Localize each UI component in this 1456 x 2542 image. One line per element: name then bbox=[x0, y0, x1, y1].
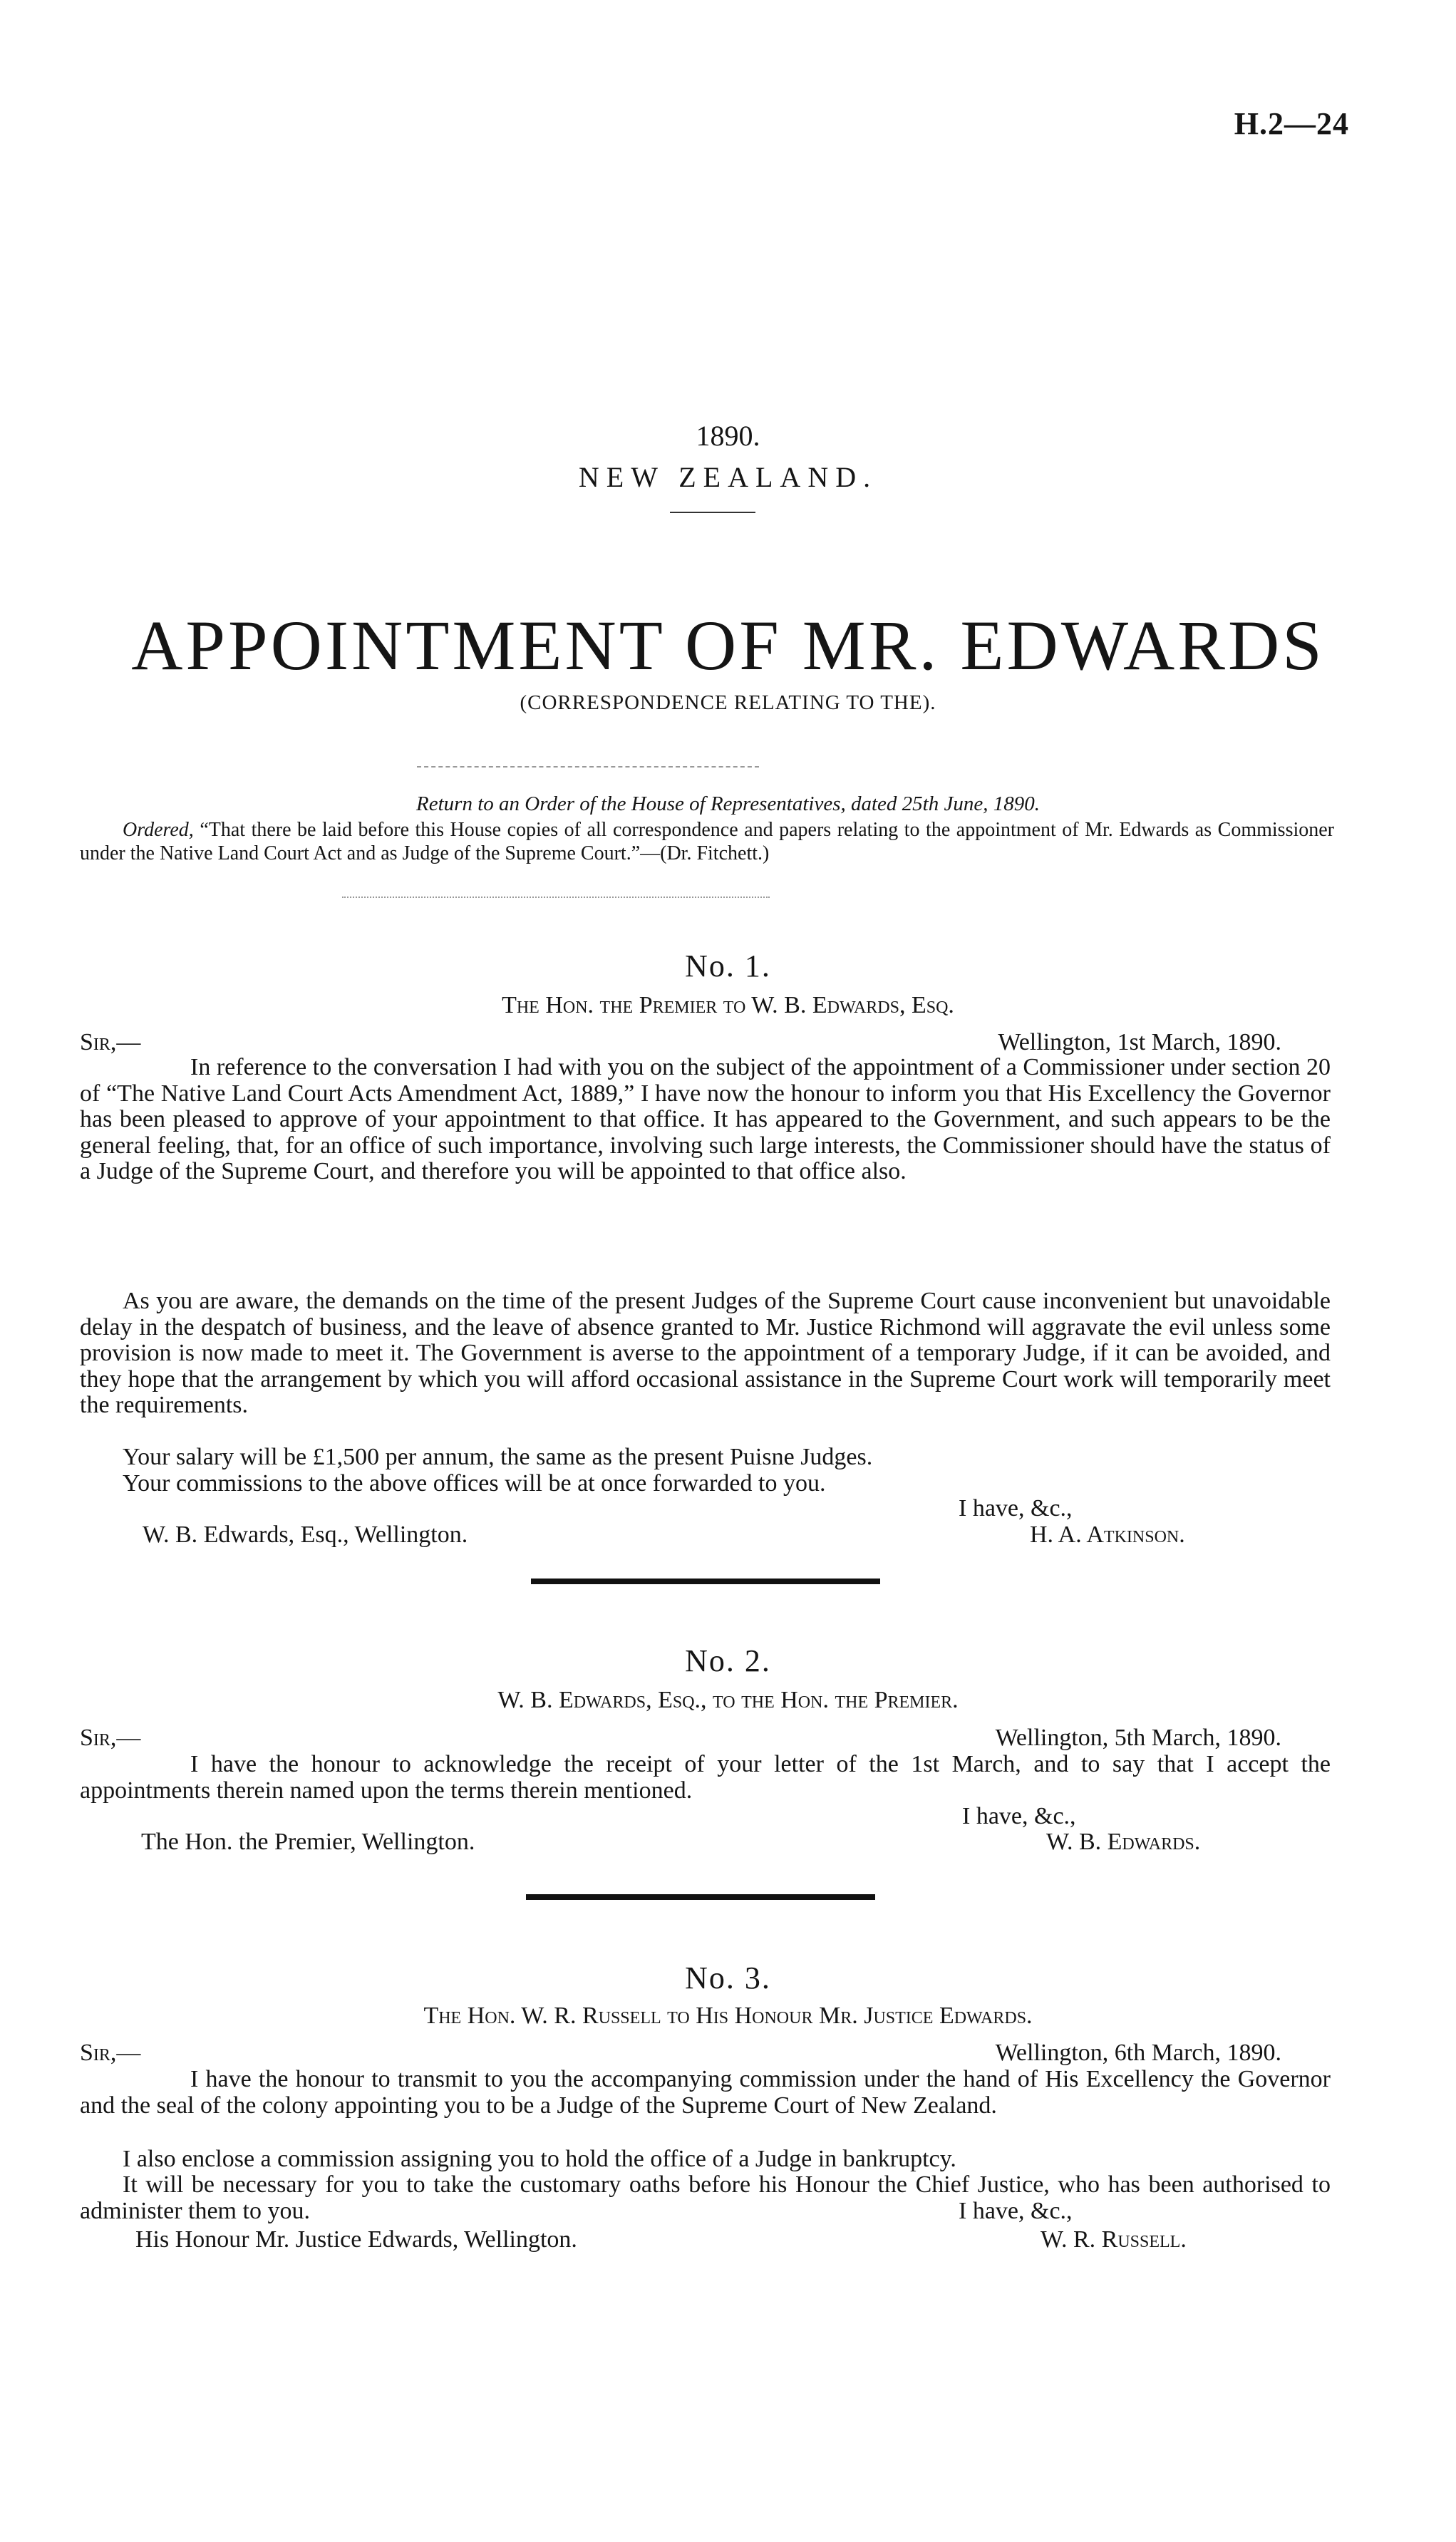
letter-2-addressee: The Hon. the Premier, Wellington. bbox=[141, 1829, 475, 1855]
letter-3-dateline: Wellington, 6th March, 1890. bbox=[995, 2040, 1281, 2066]
letter-3-addressee: His Honour Mr. Justice Edwards, Wellington. bbox=[135, 2226, 577, 2253]
document-title: APPOINTMENT OF MR. EDWARDS bbox=[131, 606, 1325, 685]
ordered-label: Ordered, bbox=[123, 819, 194, 841]
document-subtitle: (CORRESPONDENCE RELATING TO THE). bbox=[520, 691, 936, 714]
order-divider bbox=[342, 897, 770, 898]
page-reference: H.2—24 bbox=[1234, 106, 1349, 141]
letter-2-heading: W. B. Edwards, Esq., to the Hon. the Premier. bbox=[497, 1687, 959, 1713]
letter-3-paragraph-1: I have the honour to transmit to you the accompanying commission under the hand of His Excellency the Governor and the seal of the colony appointing you to be a Judge of the Supreme Court of New Zealand. bbox=[80, 2066, 1331, 2119]
letter-3-paragraph-3: It will be necessary for you to take the customary oaths before his Honour the Chief Justice, who has been authorised to administer them to you. bbox=[80, 2171, 1331, 2224]
letter-3-paragraph-2: I also enclose a commission assigning you to hold the office of a Judge in bankruptcy. bbox=[123, 2146, 956, 2172]
letter-1-paragraph-3: Your salary will be £1,500 per annum, the same as the present Puisne Judges. bbox=[123, 1444, 873, 1470]
letter-2-closing: I have, &c., bbox=[962, 1803, 1076, 1829]
letter-1-heading: The Hon. the Premier to W. B. Edwards, Esq. bbox=[502, 992, 954, 1018]
letter-2-divider bbox=[526, 1894, 875, 1900]
letter-1-paragraph-4: Your commissions to the above offices will be at once forwarded to you. bbox=[123, 1470, 826, 1497]
document-year: 1890. bbox=[696, 420, 760, 452]
letter-2-paragraph-1: I have the honour to acknowledge the receipt of your letter of the 1st March, and to say that I accept the appointments therein named upon the terms therein mentioned. bbox=[80, 1751, 1331, 1804]
letter-3-heading: The Hon. W. R. Russell to His Honour Mr. Justice Edwards. bbox=[423, 2003, 1033, 2029]
letter-2-signature: W. B. Edwards. bbox=[1046, 1829, 1201, 1855]
letter-1-paragraph-1: In reference to the conversation I had with you on the subject of the appointment of a Commissioner under section 20 of “The Native Land Court Acts Amendment Act, 1889,” I have now the honour to inform you that His Excellency the Governor has been pleased to approve of your appointment to that office. It has appeared to the Government, and such appears to be the general feeling, that, for an office of such importance, involving such large interests, the Commissioner should have the status of a Judge of the Supreme Court, and therefore you will be appointed to that office also. bbox=[80, 1054, 1331, 1184]
letter-1-closing: I have, &c., bbox=[959, 1495, 1073, 1521]
ordered-text: “That there be laid before this House copies of all correspondence and papers relating to the appointment of Mr. Edwards as Commissioner under the Native Land Court Act and as Judge of the Supreme Court.”—(Dr. Fitchett.) bbox=[80, 819, 1334, 864]
letter-1-signature: H. A. Atkinson. bbox=[1030, 1521, 1185, 1548]
letter-2-number: No. 2. bbox=[685, 1643, 771, 1678]
ordered-paragraph bbox=[80, 818, 1334, 865]
letter-3-salutation: Sir,— bbox=[80, 2040, 141, 2066]
letter-1-divider bbox=[531, 1579, 880, 1584]
header-divider bbox=[670, 512, 755, 513]
letter-3-number: No. 3. bbox=[685, 1960, 771, 1995]
letter-1-addressee: W. B. Edwards, Esq., Wellington. bbox=[143, 1521, 468, 1548]
letter-2-dateline: Wellington, 5th March, 1890. bbox=[995, 1725, 1281, 1751]
letter-1-salutation: Sir,— bbox=[80, 1029, 141, 1055]
letter-3-closing: I have, &c., bbox=[959, 2198, 1073, 2224]
letter-1-paragraph-2: As you are aware, the demands on the time of the present Judges of the Supreme Court cause inconvenient but unavoidable delay in the despatch of business, and the leave of absence granted to Mr. Justice Richmond will aggravate the evil unless some provision is now made to meet it. The Government is averse to the appointment of a temporary Judge, if it can be avoided, and they hope that the arrangement by which you will afford occasional assistance in the Supreme Court work will temporarily meet the requirements. bbox=[80, 1288, 1331, 1418]
return-line: Return to an Order of the House of Representatives, dated 25th June, 1890. bbox=[416, 792, 1040, 815]
letter-3-signature: W. R. Russell. bbox=[1041, 2226, 1187, 2253]
country-heading: NEW ZEALAND. bbox=[578, 461, 878, 493]
letter-1-dateline: Wellington, 1st March, 1890. bbox=[998, 1029, 1281, 1055]
title-divider bbox=[417, 766, 759, 768]
letter-1-number: No. 1. bbox=[685, 949, 771, 983]
letter-2-salutation: Sir,— bbox=[80, 1725, 141, 1751]
